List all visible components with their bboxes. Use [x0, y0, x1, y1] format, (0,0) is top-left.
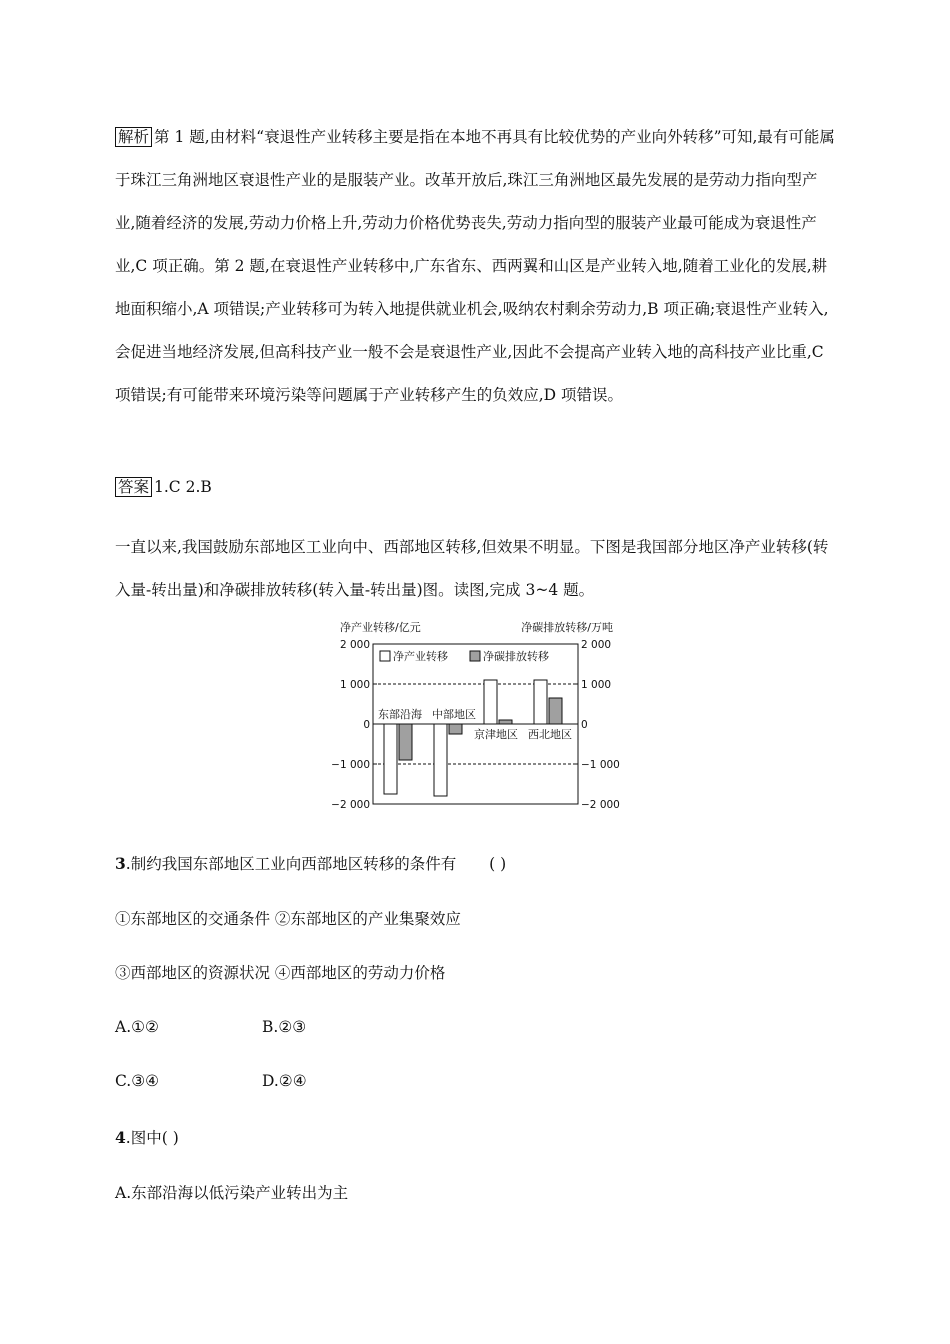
question-3-option-a: A.①②	[115, 1018, 159, 1036]
chart-bar-中部地区-净产业转移	[434, 724, 447, 796]
question-3-stem	[115, 852, 506, 876]
analysis-paragraph	[115, 116, 837, 417]
chart-bar-东部沿海-净碳排放转移	[399, 724, 412, 760]
chart-category-label-2: 京津地区	[474, 728, 518, 741]
chart-left-tick-label-3: −1 000	[331, 759, 370, 771]
analysis-tag: 解析	[115, 127, 152, 147]
chart-legend-swatch-0	[380, 651, 390, 661]
question-4-text: .图中( )	[125, 1129, 179, 1147]
chart-right-tick-label-0: 2 000	[581, 639, 612, 651]
question-3-option-b: B.②③	[262, 1018, 307, 1036]
chart-right-tick-label-2: 0	[581, 719, 588, 731]
question-4-number: 4	[115, 1128, 126, 1147]
question-3-number: 3	[115, 854, 126, 873]
chart-right-axis-title: 净碳排放转移/万吨	[521, 621, 613, 634]
transfer-bar-chart	[330, 618, 630, 814]
chart-left-tick-label-4: −2 000	[331, 799, 370, 811]
chart-left-axis-title: 净产业转移/亿元	[340, 621, 421, 634]
chart-category-label-1: 中部地区	[432, 708, 476, 721]
question-3-blank: ( )	[489, 855, 507, 873]
chart-legend-label-0: 净产业转移	[393, 650, 448, 663]
chart-bar-京津地区-净产业转移	[484, 680, 497, 724]
chart-legend-label-1: 净碳排放转移	[483, 650, 549, 663]
chart-bar-西北地区-净碳排放转移	[549, 698, 562, 724]
question-3-line1: ①东部地区的交通条件 ②东部地区的产业集聚效应	[115, 910, 461, 928]
question-4-option-a: A.东部沿海以低污染产业转出为主	[115, 1184, 349, 1202]
answer-text: 1.C 2.B	[154, 478, 212, 496]
chart-category-label-0: 东部沿海	[378, 708, 422, 721]
chart-right-tick-label-3: −1 000	[581, 759, 620, 771]
chart-bar-京津地区-净碳排放转移	[499, 720, 512, 724]
intro-paragraph: 一直以来,我国鼓励东部地区工业向中、西部地区转移,但效果不明显。下图是我国部分地区净产业转移(转入量-转出量)和净碳排放转移(转入量-转出量)图。读图,完成 3~4 题。	[115, 538, 829, 599]
chart-bar-西北地区-净产业转移	[534, 680, 547, 724]
question-3-text: .制约我国东部地区工业向西部地区转移的条件有	[125, 855, 457, 873]
chart-left-tick-label-1: 1 000	[339, 679, 370, 691]
chart-right-tick-label-4: −2 000	[581, 799, 620, 811]
question-3-option-d: D.②④	[262, 1072, 307, 1090]
chart-right-tick-label-1: 1 000	[581, 679, 612, 691]
analysis-text: 第 1 题,由材料“衰退性产业转移主要是指在本地不再具有比较优势的产业向外转移”可知,最有可能属于珠江三角洲地区衰退性产业的是服装产业。改革开放后,珠江三角洲地区最先发展的是劳动力指向型产业,随着经济的发展,劳动力价格上升,劳动力价格优势丧失,劳动力指向型的服装产业最可能成为衰退性产业,C 项正确。第 2 题,在衰退性产业转移中,广东省东、西两翼和山区是产业转入地,随着工业化的发展,耕地面积缩小,A 项错误;产业转移可为转入地提供就业机会,吸纳农村剩余劳动力,B 项正确;衰退性产业转入,会促进当地经济发展,但高科技产业一般不会是衰退性产业,因此不会提高产业转入地的高科技产业比重,C 项错误;有可能带来环境污染等问题属于产业转移产生的负效应,D 项错误。	[115, 128, 835, 404]
chart-category-label-3: 西北地区	[528, 728, 572, 741]
chart-bar-中部地区-净碳排放转移	[449, 724, 462, 734]
question-4-stem	[115, 1126, 179, 1150]
chart-left-tick-label-0: 2 000	[339, 639, 370, 651]
answer-line	[115, 474, 837, 500]
chart-left-tick-label-2: 0	[363, 719, 370, 731]
question-3-line2: ③西部地区的资源状况 ④西部地区的劳动力价格	[115, 964, 446, 982]
question-3-option-c: C.③④	[115, 1072, 160, 1090]
chart-bar-东部沿海-净产业转移	[384, 724, 397, 794]
answer-tag: 答案	[115, 477, 152, 497]
chart-legend-swatch-1	[470, 651, 480, 661]
